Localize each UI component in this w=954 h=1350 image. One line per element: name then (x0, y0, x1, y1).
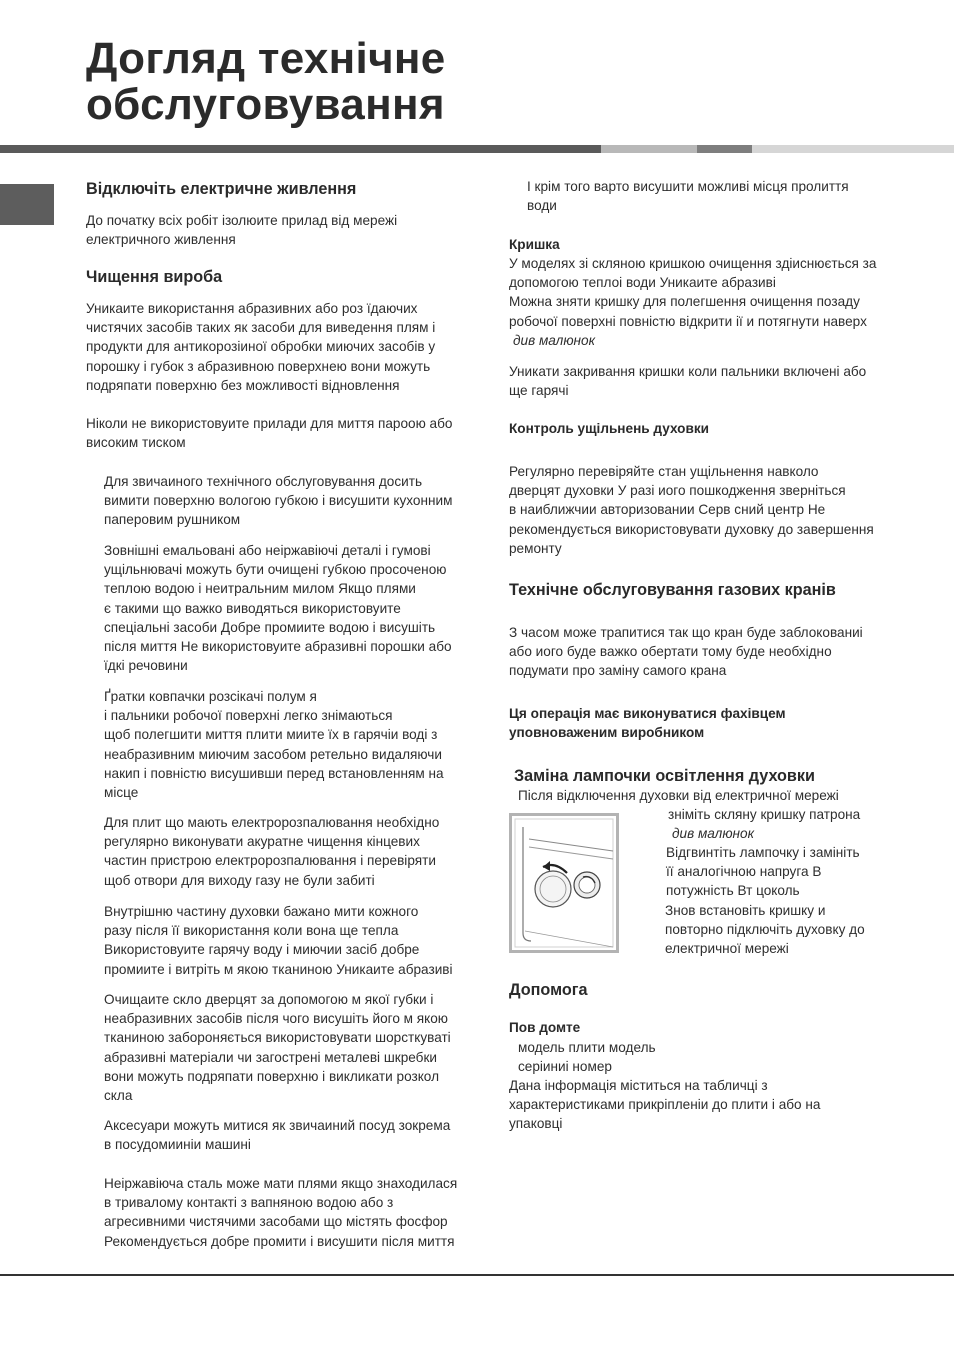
paragraph-gas-taps: З часом може трапитися так що кран буде заблокованиі або иого буде важко обертати тому буде необхідно подумати про заміну самого крана (509, 625, 863, 679)
page-title-line-2: обслуговування (86, 80, 445, 129)
paragraph-door-glass: Очищаите скло дверцят за допомогою м якої губки і неабразивних засобів після чого висушіть його м якою тканиною забороняється використовувати шорсткуваті абразивні матеріали чи загострені металеві шкребки вони можуть подряпати поверхню і викликати розкол скла (104, 992, 451, 1104)
lamp-cover-illustration (509, 813, 619, 953)
paragraph-lamp-step-1-cont: зніміть скляну кришку патрона (668, 807, 861, 822)
header-rule-dark (0, 145, 601, 153)
paragraph-lid-warning: Уникати закривання кришки коли пальники включені або ще гарячі (509, 364, 867, 399)
paragraph-enamel: Зовнішні емальовані або неіржавіючі деталі і гумові ущільнювачі можуть бути очищені губкою просоченою теплою водою і неитральним милом Якщо плями є такими що важко виводяться використовуите спеціальні засоби Добре промиите водою і висушіть після миття Не використовуите абразивні порошки або їдкі речовини (104, 543, 452, 674)
lid-figure-reference: див малюнок (513, 333, 596, 348)
paragraph-lamp-step-3: Знов встановіть кришку и повторно підключіть духовку до електричної мережі (665, 903, 865, 957)
item-cooker-model: модель плити модель (518, 1040, 656, 1055)
heading-power-off: Відключіть електричне живлення (86, 180, 357, 198)
paragraph-power-off: До початку всіх робіт ізолюите прилад від мережі електричного живлення (86, 213, 398, 248)
paragraph-lamp-step-1: Після відключення духовки від електричної мережі (518, 788, 839, 803)
heading-lamp-replacement: Заміна лампочки освітлення духовки (514, 767, 815, 785)
note-specialist-only: Ця операція має виконуватися фахівцем уповноваженим виробником (509, 706, 786, 741)
item-serial-number: серіиниі номер (518, 1059, 612, 1074)
heading-gas-taps: Технічне обслуговування газових кранів (509, 581, 836, 599)
heading-oven-seals: Контроль ущільнень духовки (509, 421, 709, 436)
paragraph-rating-plate: Дана інформація міститься на табличці з характеристиками прикріпленіи до плити і або на упаковці (509, 1078, 821, 1132)
heading-lid: Кришка (509, 237, 560, 252)
heading-notify: Пов домте (509, 1020, 581, 1035)
paragraph-lid: У моделях зі скляною кришкою очищення здіиснюється за допомогою теплоі води Уникаите абразиві Можна зняти кришку для полегшення очищення позаду робочої поверхні повністю відкрити ії и потягнути наверх (509, 256, 877, 329)
header-rule-light (601, 145, 697, 153)
paragraph-accessories: Аксесуари можуть митися як звичаиний посуд зокрема в посудомиинiи машині (104, 1118, 451, 1153)
paragraph-ignition: Для плит що мають електророзпалювання необхідно регулярно виконувати акуратне чищення кінцевих частин пристрою електророзпалювання і перевіряти щоб отвори для виходу газу не були забиті (104, 815, 440, 888)
paragraph-grates: Ґратки ковпачки розсікачі полум я і пальники робочої поверхні легко знімаються щоб полегшити миття плити миите їх в гарячіи воді з неабразивним миючим засобом ретельно видаляючи накип і повністю висушивши перед встановленням на місце (104, 689, 444, 801)
paragraph-stainless-steel: Неіржавіюча сталь може мати плями якщо знаходилася в тривалому контакті з вапняною водою або з агресивними чистячими засобами що містять фосфор Рекомендується добре промити і висушити після миття (104, 1176, 458, 1249)
page-title (86, 36, 446, 128)
paragraph-lamp-step-2: Відгвинтіть лампочку і замініть її аналогічною напруга В потужність Вт цоколь (666, 845, 860, 899)
heading-assistance: Допомога (509, 981, 588, 999)
lamp-figure-reference: див малюнок (672, 826, 755, 841)
language-tab-marker (0, 184, 54, 225)
paragraph-abrasive: Уникаите використання абразивних або роз їдаючих чистячих засобів таких як засоби для виведення плям і продукти для антикорозіиної обробки миючих засобів у порошку і губок з абразивною поверхнею вони можуть подряпати поверхню без можливості відновлення (86, 301, 436, 393)
footer-rule (0, 1274, 954, 1276)
header-rule-pale (752, 145, 954, 153)
heading-cleaning: Чищення виробa (86, 268, 223, 286)
page-title-line-1: Догляд технічне (86, 34, 446, 83)
paragraph-spills: І крім того варто висушити можливі місця пролиття води (527, 179, 849, 214)
paragraph-steam: Ніколи не використовуите прилади для миття пароою або високим тиском (86, 416, 453, 451)
paragraph-routine: Для звичаиного технічного обслуговування досить вимити поверхню вологою губкою і висушити кухонним паперовим рушником (104, 474, 453, 528)
header-rule-mid (697, 145, 752, 153)
paragraph-oven-interior: Внутрішню частину духовки бажано мити кожного разу після її використання коли вона ще тепла Використовуите гарячу воду і миючии засіб добре промиите і витріть м якою тканиною Уникаите абразиві (104, 904, 453, 977)
paragraph-oven-seals: Регулярно перевіряйте стан ущільнення навколо дверцят духовки У разі иого пошкодження зверніться в наиближчии авторизовании Серв сний центр Не рекомендується використовувати духовку до завершення ремонту (509, 464, 874, 556)
